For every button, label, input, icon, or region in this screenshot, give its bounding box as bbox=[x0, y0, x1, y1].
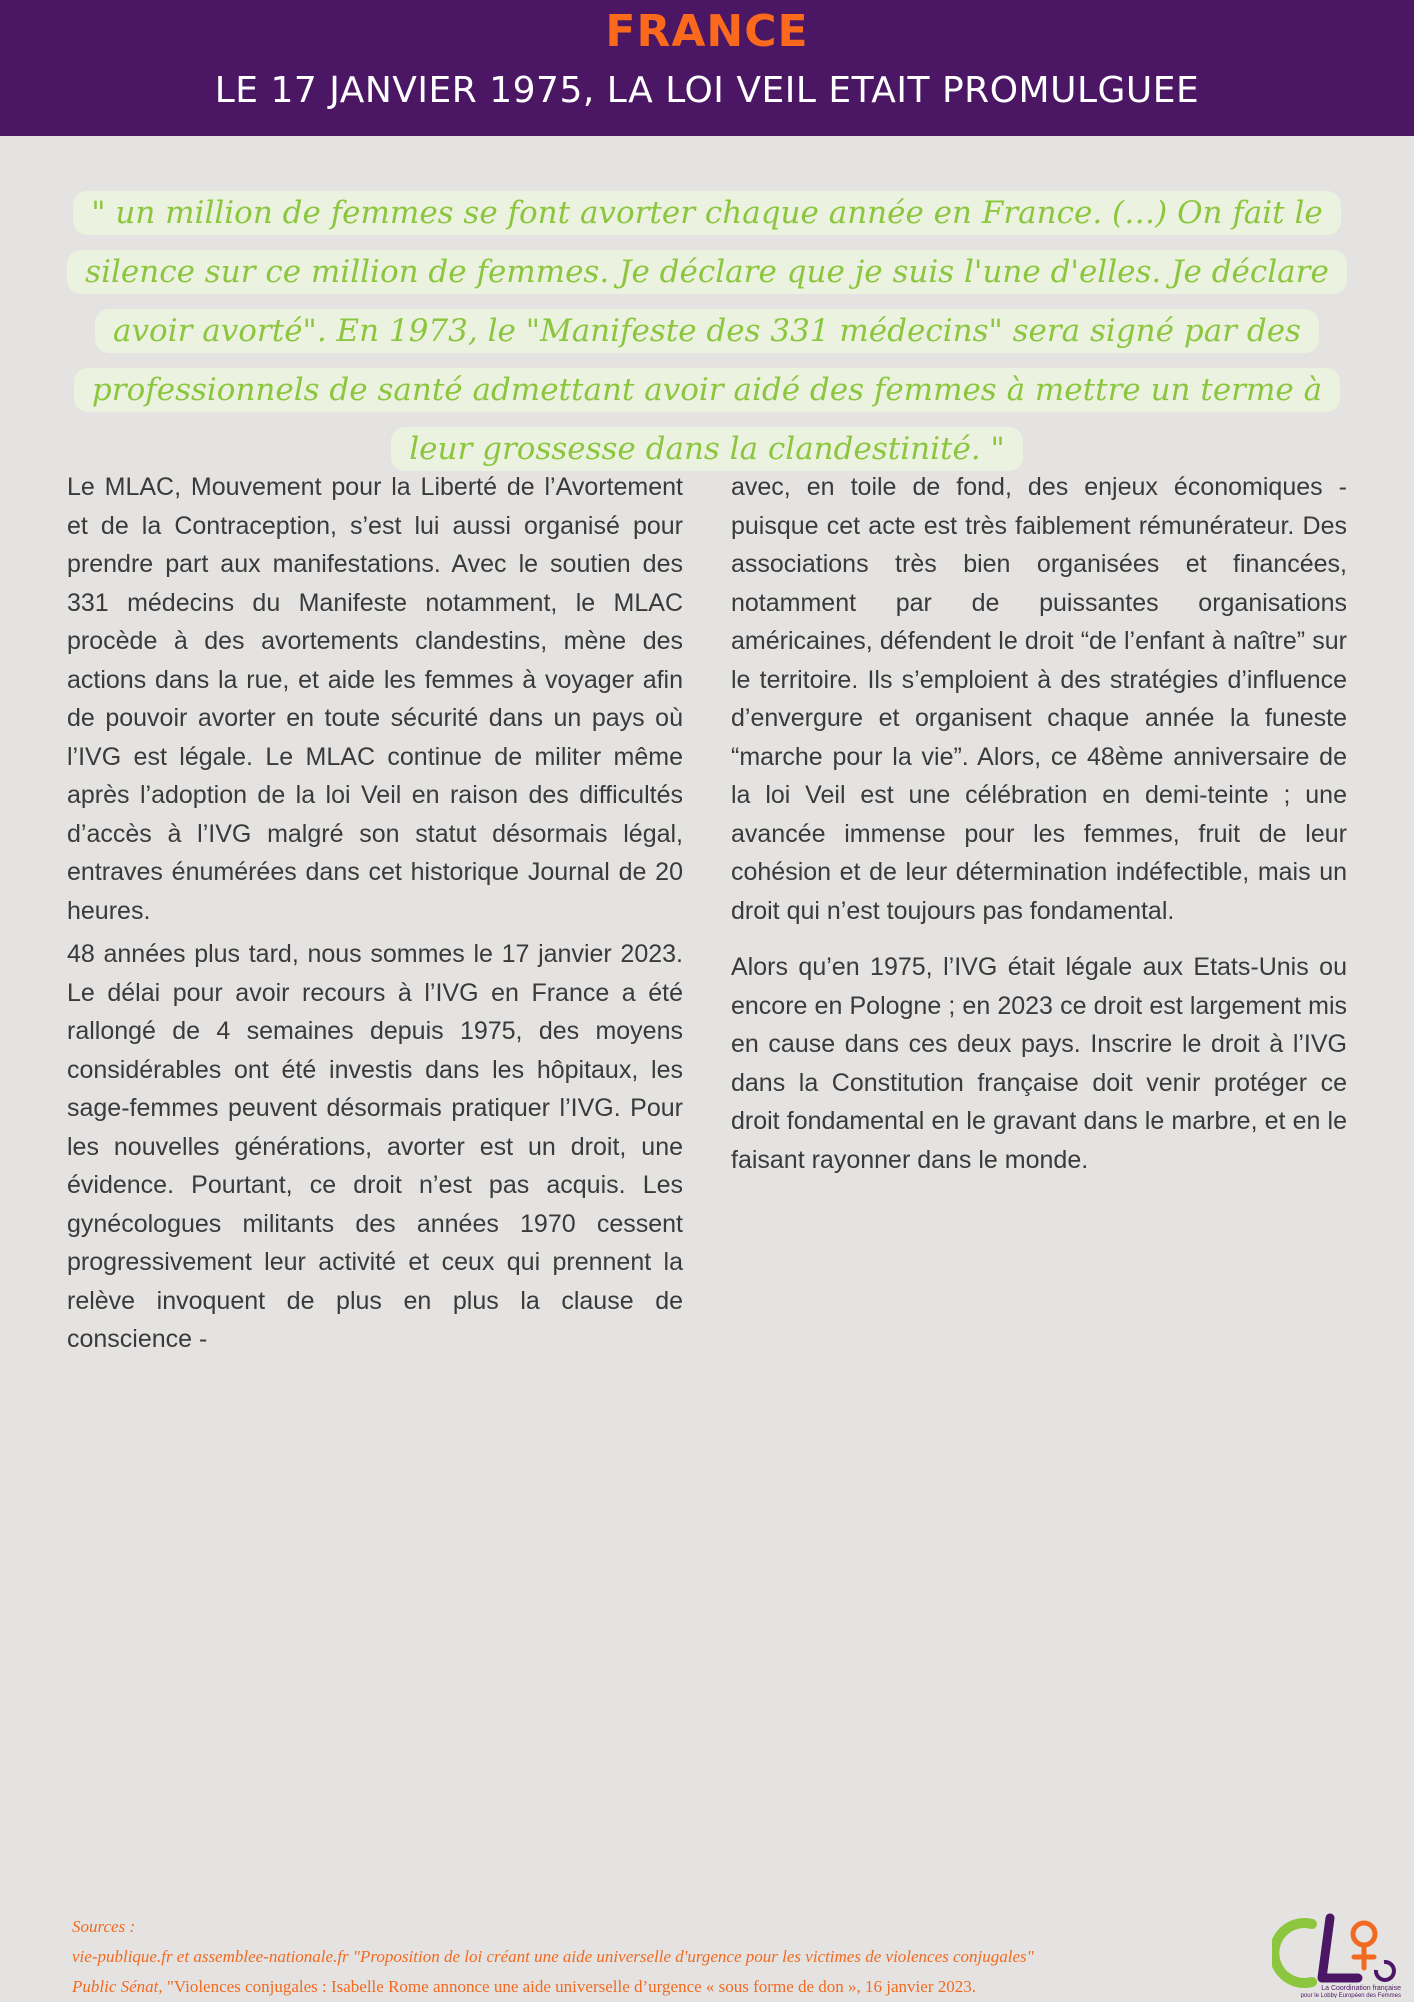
right-paragraph-2: Alors qu’en 1975, l’IVG était légale aux Etats-Unis ou encore en Pologne ; en 2023 ce droit est largement mis en cause dans ces deux pays. Inscrire le droit à l’IVG dans la Constitution française doit venir protéger ce droit fondamental en le gravant dans le marbre, et en le faisant rayonner dans le monde. bbox=[731, 953, 1347, 1174]
header-banner bbox=[0, 0, 1414, 136]
source-line-1: vie-publique.fr et assemblee-nationale.fr "Proposition de loi créant une aide universelle d'urgence pour les victimes de violences conjugales" bbox=[72, 1947, 1034, 1966]
logo-caption-1: La Coordination française bbox=[1321, 1985, 1401, 1992]
source-line-2-outlet: Public Sénat, bbox=[72, 1977, 163, 1996]
source-line-2 bbox=[72, 1972, 1272, 2002]
pull-quote-text: " un million de femmes se font avorter chaque année en France. (…) On fait le silence sur ce million de femmes. Je déclare que je suis l'une d'elles. Je déclare avoir avorté". En 1973, le "Manifeste des 331 médecins" sera signé par des professionnels de santé admettant avoir aidé des femmes à mettre un terme à leur grossesse dans la clandestinité. " bbox=[67, 191, 1347, 471]
sources-footer bbox=[72, 1912, 1272, 2002]
country-heading: FRANCE bbox=[605, 6, 809, 57]
left-column bbox=[67, 468, 683, 1364]
left-paragraph-2: 48 années plus tard, nous sommes le 17 janvier 2023. Le délai pour avoir recours à l’IVG en France a été rallongé de 4 semaines depuis 1975, des moyens considérables ont été investis dans les hôpitaux, les sage-femmes peuvent désormais pratiquer l’IVG. Pour les nouvelles générations, avorter est un droit, une évidence. Pourtant, ce droit n’est pas acquis. Les gynécologues militants des années 1970 cessent progressivement leur activité et ceux qui prennent la relève invoquent de plus en plus la clause de conscience - bbox=[67, 940, 683, 1353]
page-title: LE 17 JANVIER 1975, LA LOI VEIL ETAIT PROMULGUEE bbox=[214, 70, 1200, 111]
right-paragraph-1: avec, en toile de fond, des enjeux économiques - puisque cet acte est très faiblement rémunérateur. Des associations très bien organisées et financées, notamment par de puissantes organisations américaines, défendent le droit “de l’enfant à naître” sur le territoire. Ils s’emploient à des stratégies d’influence d’envergure et organisent chaque année la funeste “marche pour la vie”. Alors, ce 48ème anniversaire de la loi Veil est une célébration en demi-teinte ; une avancée immense pour les femmes, fruit de leur cohésion et de leur détermination indéfectible, mais un droit qui n’est toujours pas fondamental. bbox=[731, 473, 1347, 925]
pull-quote bbox=[52, 184, 1362, 479]
left-paragraph-1: Le MLAC, Mouvement pour la Liberté de l’Avortement et de la Contraception, s’est lui aussi organisé pour prendre part aux manifestations. Avec le soutien des 331 médecins du Manifeste notamment, le MLAC procède à des avortements clandestins, mène des actions dans la rue, et aide les femmes à voyager afin de pouvoir avorter en toute sécurité dans un pays où l’IVG est légale. Le MLAC continue de militer même après l’adoption de la loi Veil en raison des difficultés d’accès à l’IVG malgré son statut désormais légal, entraves énumérées dans cet historique Journal de 20 heures. bbox=[67, 473, 683, 925]
logo-caption-2: pour le Lobby Européen des Femmes bbox=[1300, 1993, 1401, 1998]
source-line-2-text: "Violences conjugales : Isabelle Rome annonce une aide universelle d’urgence « sous forme de don », 16 janvier 2023. bbox=[162, 1977, 976, 1996]
clef-logo-icon bbox=[1272, 1912, 1402, 1998]
sources-label: Sources : bbox=[72, 1917, 136, 1936]
right-column bbox=[731, 468, 1347, 1184]
